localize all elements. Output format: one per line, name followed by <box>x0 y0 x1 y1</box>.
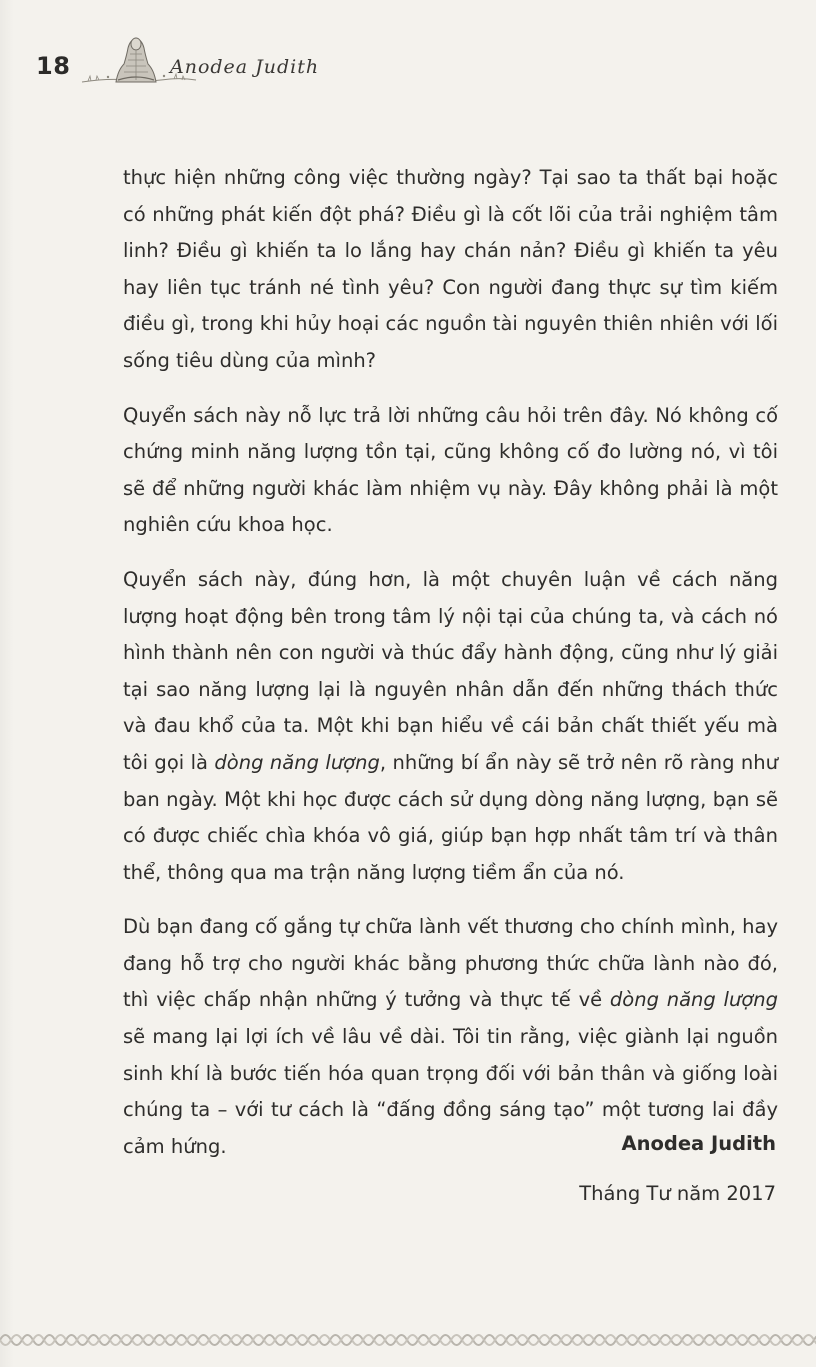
paragraph-3 <box>123 562 778 891</box>
paragraph-1: thực hiện những công việc thường ngày? Tại sao ta thất bại hoặc có những phát kiến đột phá? Điều gì là cốt lõi của trải nghiệm tâm linh? Điều gì khiến ta lo lắng hay chán nản? Điều gì khiến ta yêu hay liên tục tránh né tình yêu? Con người đang thực sự tìm kiếm điều gì, trong khi hủy hoại các nguồn tài nguyên thiên nhiên với lối sống tiêu dùng của mình? <box>123 166 778 372</box>
paragraph-3-emphasis: dòng năng lượng <box>214 750 380 774</box>
signature-date: Tháng Tư năm 2017 <box>579 1182 776 1205</box>
page-number: 18 <box>36 52 71 80</box>
signature-block <box>579 1126 776 1212</box>
paragraph-2-text: Quyển sách này nỗ lực trả lời những câu hỏi trên đây. Nó không cố chứng minh năng lượng tồn tại, cũng không cố đo lường nó, vì tôi sẽ để những người khác làm nhiệm vụ này. Đây không phải là một nghiên cứu khoa học. <box>123 403 778 537</box>
paragraph-3-text-a: Quyển sách này, đúng hơn, là một chuyên luận về cách năng lượng hoạt động bên trong tâm lý nội tại của chúng ta, và cách nó hình thành nên con người và thúc đẩy hành động, cũng như lý giải tại sao năng lượng lại là nguyên nhân dẫn đến những thách thức và đau khổ của ta. Một khi bạn hiểu về cái bản chất thiết yếu mà tôi gọi là <box>123 567 778 774</box>
signature-name: Anodea Judith <box>621 1132 776 1155</box>
body-text <box>123 160 778 1165</box>
paragraph-4-text-a: Dù bạn đang cố gắng tự chữa lành vết thương cho chính mình, hay đang hỗ trợ cho người khác bằng phương thức chữa lành nào đó, thì việc chấp nhận những ý tưởng và thực tế về <box>123 915 778 1012</box>
running-head-author: Anodea Judith <box>170 56 320 78</box>
paragraph-4-emphasis: dòng năng lượng <box>609 988 779 1012</box>
decorative-border-ornament <box>0 1328 816 1352</box>
paragraph-4-text-b: sẽ mang lại lợi ích về lâu về dài. Tôi tin rằng, việc giành lại nguồn sinh khí là bước tiến hóa quan trọng đối với bản thân và giống loài chúng ta – với tư cách là “đấng đồng sáng tạo” một tương lai đầy cảm hứng. <box>123 1025 778 1158</box>
paragraph-3-text-b: , những bí ẩn này sẽ trở nên rõ ràng như ban ngày. Một khi học được cách sử dụng dòng năng lượng, bạn sẽ có được chiếc chìa khóa vô giá, giúp bạn hợp nhất tâm trí và thân thể, thông qua ma trận năng lượng tiềm ẩn của nó. <box>123 750 778 884</box>
page-header <box>36 30 796 100</box>
paragraph-2 <box>123 398 778 544</box>
